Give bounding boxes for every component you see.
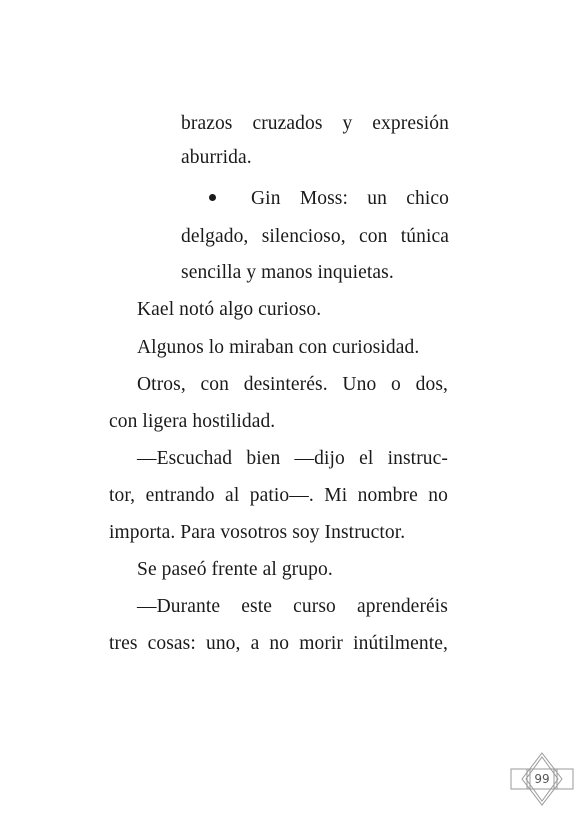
text-line: brazos cruzados y expresión bbox=[181, 113, 449, 134]
text-line: Gin Moss: un chico bbox=[251, 188, 449, 209]
text-line: —Durante este curso aprenderéis bbox=[137, 596, 448, 617]
text-line: Otros, con desinterés. Uno o dos, bbox=[137, 374, 448, 395]
text-line: Algunos lo miraban con curiosidad. bbox=[137, 337, 420, 358]
text-line: tres cosas: uno, a no morir inútilmente, bbox=[109, 633, 448, 654]
text-line: tor, entrando al patio—. Mi nombre no bbox=[109, 485, 448, 506]
text-line: importa. Para vosotros soy Instructor. bbox=[109, 522, 406, 543]
text-line: Kael notó algo curioso. bbox=[137, 299, 322, 320]
text-line: —Escuchad bien —dijo el instruc- bbox=[137, 448, 448, 469]
text-line: delgado, silencioso, con túnica bbox=[181, 226, 449, 247]
text-line: aburrida. bbox=[181, 147, 252, 168]
text-line: con ligera hostilidad. bbox=[109, 411, 276, 432]
text-line: sencilla y manos inquietas. bbox=[181, 262, 394, 283]
text-line: Se paseó frente al grupo. bbox=[137, 559, 333, 580]
bullet-icon bbox=[209, 194, 216, 201]
page-number: 99 bbox=[534, 772, 550, 786]
